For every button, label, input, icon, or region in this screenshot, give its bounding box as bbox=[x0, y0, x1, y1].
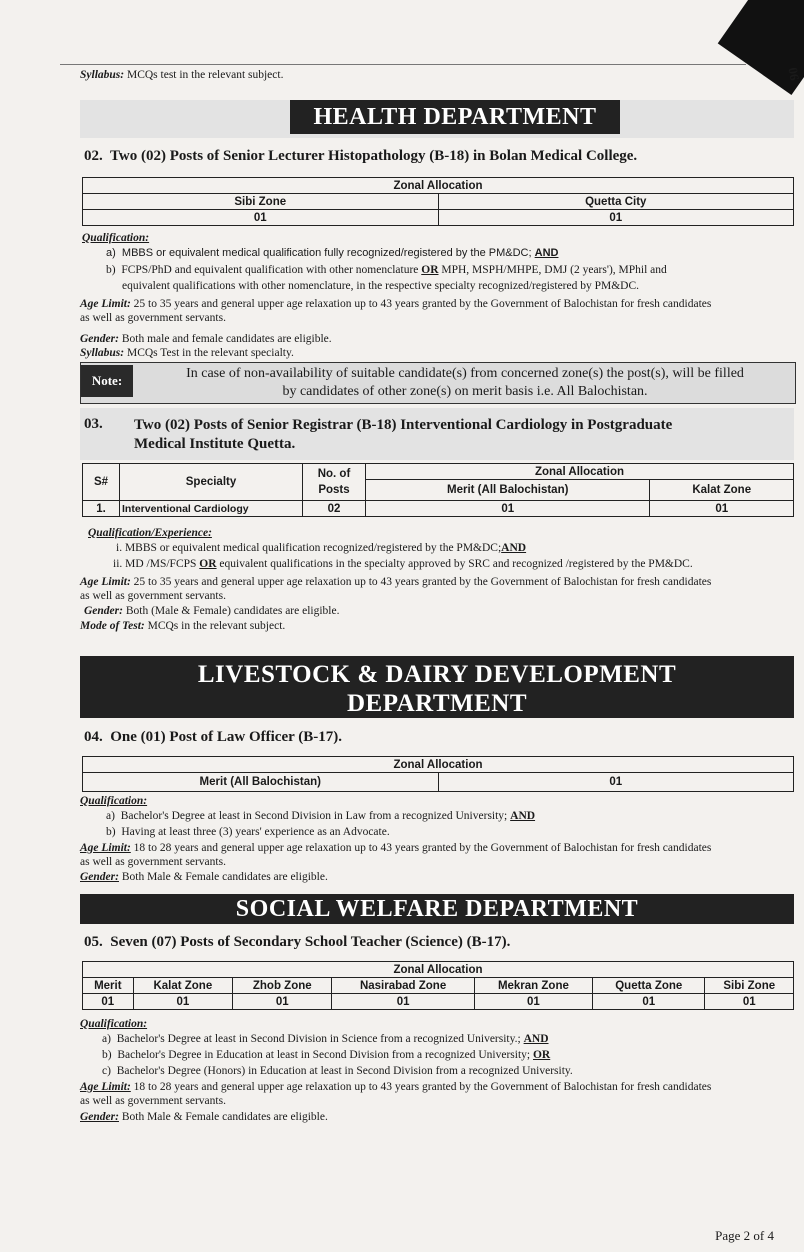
post-03-qual-ii bbox=[113, 557, 693, 571]
post-03-h-posts-1: No. of bbox=[317, 468, 351, 480]
post-02-qual-b-text-b: MPH, MSPH/MHPE, DMJ (2 years'), MPhil and bbox=[441, 264, 667, 276]
note-line-1: In case of non-availability of suitable candidate(s) from concerned zone(s) the post(s), will be filled bbox=[186, 366, 744, 381]
post-03-qual-i-text: MBBS or equivalent medical qualification recognized/registered by the PM&DC; bbox=[124, 542, 502, 554]
post-02-qualification-label: Qualification: bbox=[82, 232, 150, 244]
post-05-qualification-label: Qualification: bbox=[80, 1018, 148, 1030]
post-02-gender-text: Both male and female candidates are eligible. bbox=[121, 333, 332, 345]
post-02-col-sibi: Sibi Zone bbox=[83, 194, 439, 210]
post-05-qual-c bbox=[102, 1064, 573, 1078]
post-04-age-label: Age Limit: bbox=[80, 842, 131, 854]
post-03-qual-ii-mark: ii. bbox=[113, 558, 123, 570]
post-04-gender-label: Gender: bbox=[80, 871, 119, 883]
post-04-qual-a-mark: a) bbox=[106, 810, 115, 822]
post-03-h-posts bbox=[303, 464, 366, 501]
post-03-mode-label: Mode of Test: bbox=[80, 620, 145, 632]
post-05-gender-text: Both Male & Female candidates are eligible. bbox=[121, 1111, 328, 1123]
post-03-h-posts-2: Posts bbox=[318, 484, 350, 496]
post-03-qual-i-mark: i. bbox=[116, 542, 123, 554]
post-03-title-line-1: Two (02) Posts of Senior Registrar (B-18) Interventional Cardiology in Postgraduate bbox=[134, 417, 673, 433]
post-04-merit-label: Merit (All Balochistan) bbox=[83, 773, 439, 792]
post-05-qual-b-or: OR bbox=[532, 1049, 551, 1061]
post-05-qual-b-text: Bachelor's Degree in Education at least in Second Division from a recognized University; bbox=[117, 1049, 531, 1061]
note-text bbox=[143, 365, 787, 401]
post-02-qual-b-mark: b) bbox=[106, 264, 116, 276]
post-04-title: One (01) Post of Law Officer (B-17). bbox=[110, 729, 343, 745]
post-05-val-kalat: 01 bbox=[133, 994, 232, 1010]
post-05-age-line2: as well as government servants. bbox=[80, 1095, 226, 1107]
post-03-qual-i bbox=[116, 541, 526, 555]
corner-page-number: 06 bbox=[785, 66, 803, 82]
post-02-qual-a-and: AND bbox=[534, 247, 559, 259]
post-04-age-line2: as well as government servants. bbox=[80, 856, 226, 868]
post-03-number: 03. bbox=[84, 416, 103, 432]
post-04-heading bbox=[84, 729, 342, 746]
post-05-col-zhob: Zhob Zone bbox=[233, 978, 332, 994]
post-02-heading bbox=[84, 148, 637, 165]
post-05-heading bbox=[84, 934, 510, 951]
post-03-row-sno: 1. bbox=[83, 501, 120, 517]
post-04-table-header: Zonal Allocation bbox=[83, 757, 794, 773]
post-03-h-merit: Merit (All Balochistan) bbox=[366, 480, 650, 501]
post-04-gender-text: Both Male & Female candidates are eligible. bbox=[121, 871, 328, 883]
post-02-qual-a bbox=[106, 246, 558, 260]
post-05-qual-b bbox=[102, 1048, 550, 1062]
post-03-qual-ii-text-a: MD /MS/FCPS bbox=[125, 558, 197, 570]
post-02-val-quetta: 01 bbox=[438, 210, 794, 226]
post-03-row-specialty: Interventional Cardiology bbox=[120, 501, 303, 517]
post-03-age-line2: as well as government servants. bbox=[80, 590, 226, 602]
post-04-qual-a-text: Bachelor's Degree at least in Second Division in Law from a recognized University; bbox=[120, 810, 508, 822]
post-02-age-line2: as well as government servants. bbox=[80, 312, 226, 324]
post-03-mode-text: MCQs in the relevant subject. bbox=[147, 620, 286, 632]
note-line-2: by candidates of other zone(s) on merit basis i.e. All Balochistan. bbox=[282, 384, 648, 399]
post-04-qualification-label: Qualification: bbox=[80, 795, 148, 807]
post-03-qual-ii-text-b: equivalent qualifications in the specialty approved by SRC and recognized /registered by the PM&DC. bbox=[219, 558, 693, 570]
post-02-syllabus-label: Syllabus: bbox=[80, 347, 125, 359]
post-04-qual-b-text: Having at least three (3) years' experience as an Advocate. bbox=[121, 826, 390, 838]
post-05-col-quetta: Quetta Zone bbox=[593, 978, 705, 994]
post-03-mode bbox=[80, 619, 285, 633]
post-05-col-mekran: Mekran Zone bbox=[474, 978, 592, 994]
post-05-col-nasirabad: Nasirabad Zone bbox=[332, 978, 474, 994]
post-03-h-kalat: Kalat Zone bbox=[650, 480, 794, 501]
post-03-gender-text: Both (Male & Female) candidates are eligible. bbox=[125, 605, 340, 617]
post-05-table-header: Zonal Allocation bbox=[83, 962, 794, 978]
post-02-qual-b-text-a: FCPS/PhD and equivalent qualification with other nomenclature bbox=[121, 264, 419, 276]
post-05-val-zhob: 01 bbox=[233, 994, 332, 1010]
post-03-title bbox=[134, 416, 784, 454]
post-04-age-limit bbox=[80, 841, 796, 855]
post-03-row-posts: 02 bbox=[303, 501, 366, 517]
post-04-qual-b-mark: b) bbox=[106, 826, 116, 838]
post-03-age-label: Age Limit: bbox=[80, 576, 131, 588]
post-02-val-sibi: 01 bbox=[83, 210, 439, 226]
post-04-age-text: 18 to 28 years and general upper age relaxation up to 43 years granted by the Government of Balochistan for fresh candidates bbox=[133, 842, 712, 854]
health-department-banner: HEALTH DEPARTMENT bbox=[290, 100, 620, 134]
post-02-qual-b-line2: equivalent qualifications with other nomenclature, in the respective specialty recognized/registered by PM&DC. bbox=[122, 280, 640, 292]
post-03-h-specialty: Specialty bbox=[120, 464, 303, 501]
post-05-zonal-table bbox=[82, 961, 794, 1010]
post-05-col-merit: Merit bbox=[83, 978, 134, 994]
post-05-val-mekran: 01 bbox=[474, 994, 592, 1010]
post-03-qual-i-and: AND bbox=[501, 542, 527, 554]
post-05-qual-a-and: AND bbox=[523, 1033, 549, 1045]
post-03-age-text: 25 to 35 years and general upper age relaxation up to 43 years granted by the Government of Balochistan for fresh candidates bbox=[133, 576, 712, 588]
post-02-syllabus bbox=[80, 346, 294, 360]
post-02-syllabus-text: MCQs Test in the relevant specialty. bbox=[126, 347, 294, 359]
post-03-title-line-2: Medical Institute Quetta. bbox=[134, 436, 296, 452]
post-05-val-nasirabad: 01 bbox=[332, 994, 474, 1010]
livestock-banner-line-1: LIVESTOCK & DAIRY DEVELOPMENT bbox=[197, 661, 677, 688]
post-02-age-text: 25 to 35 years and general upper age relaxation up to 43 years granted by the Government of Balochistan for fresh candidates bbox=[133, 298, 712, 310]
post-04-qual-a bbox=[106, 809, 535, 823]
post-02-zonal-table bbox=[82, 177, 794, 226]
post-02-qual-b-or: OR bbox=[421, 264, 439, 276]
post-02-title: Two (02) Posts of Senior Lecturer Histopathology (B-18) in Bolan Medical College. bbox=[109, 148, 638, 164]
post-02-table-header: Zonal Allocation bbox=[83, 178, 794, 194]
post-05-age-limit bbox=[80, 1080, 796, 1094]
post-03-gender bbox=[84, 604, 339, 618]
post-04-zonal-table bbox=[82, 756, 794, 792]
post-05-title: Seven (07) Posts of Secondary School Teacher (Science) (B-17). bbox=[110, 934, 511, 950]
post-05-qual-a bbox=[102, 1032, 549, 1046]
post-02-number: 02. bbox=[84, 148, 103, 164]
post-05-qual-a-mark: a) bbox=[102, 1033, 111, 1045]
post-02-gender-label: Gender: bbox=[80, 333, 119, 345]
post-05-val-sibi: 01 bbox=[705, 994, 794, 1010]
post-02-qual-a-mark: a) bbox=[106, 247, 116, 259]
intro-syllabus-label: Syllabus: bbox=[80, 69, 125, 81]
post-05-qual-a-text: Bachelor's Degree at least in Second Division in Science from a recognized University.; bbox=[116, 1033, 521, 1045]
post-04-number: 04. bbox=[84, 729, 103, 745]
post-05-age-text: 18 to 28 years and general upper age relaxation up to 43 years granted by the Government of Balochistan for fresh candidates bbox=[133, 1081, 712, 1093]
post-02-gender bbox=[80, 332, 332, 346]
note-box bbox=[80, 362, 796, 404]
post-03-gender-label: Gender: bbox=[84, 605, 123, 617]
post-03-row-kalat: 01 bbox=[650, 501, 794, 517]
post-05-qual-c-mark: c) bbox=[102, 1065, 111, 1077]
note-tag: Note: bbox=[81, 365, 133, 397]
post-03-age-limit bbox=[80, 575, 796, 589]
post-03-h-zonal: Zonal Allocation bbox=[366, 464, 794, 480]
post-05-col-kalat: Kalat Zone bbox=[133, 978, 232, 994]
post-05-col-sibi: Sibi Zone bbox=[705, 978, 794, 994]
post-05-qual-b-mark: b) bbox=[102, 1049, 112, 1061]
post-02-qual-a-text: MBBS or equivalent medical qualification fully recognized/registered by the PM&DC; bbox=[121, 247, 532, 259]
post-05-qual-c-text: Bachelor's Degree (Honors) in Education at least in Second Division from a recognized University. bbox=[116, 1065, 573, 1077]
post-04-qual-b bbox=[106, 825, 390, 839]
post-02-age-limit bbox=[80, 297, 796, 311]
post-05-gender-label: Gender: bbox=[80, 1111, 119, 1123]
post-02-col-quetta: Quetta City bbox=[438, 194, 794, 210]
post-05-val-merit: 01 bbox=[83, 994, 134, 1010]
post-04-merit-value: 01 bbox=[438, 773, 794, 792]
post-03-qualification-label: Qualification/Experience: bbox=[88, 527, 212, 539]
post-05-val-quetta: 01 bbox=[593, 994, 705, 1010]
post-05-age-label: Age Limit: bbox=[80, 1081, 131, 1093]
intro-syllabus bbox=[80, 68, 283, 83]
post-04-gender bbox=[80, 870, 328, 884]
page-footer: Page 2 of 4 bbox=[715, 1228, 774, 1243]
livestock-department-banner bbox=[80, 656, 794, 718]
post-02-qual-b bbox=[106, 263, 796, 277]
top-rule bbox=[60, 64, 746, 65]
intro-syllabus-text: MCQs test in the relevant subject. bbox=[126, 69, 284, 81]
post-02-age-label: Age Limit: bbox=[80, 298, 131, 310]
post-03-h-sno: S# bbox=[83, 464, 120, 501]
post-04-qual-a-and: AND bbox=[510, 810, 536, 822]
post-03-qual-ii-or: OR bbox=[199, 558, 217, 570]
livestock-banner-line-2: DEPARTMENT bbox=[346, 690, 528, 717]
social-welfare-banner: SOCIAL WELFARE DEPARTMENT bbox=[80, 894, 794, 924]
post-05-number: 05. bbox=[84, 934, 103, 950]
post-05-gender bbox=[80, 1110, 328, 1124]
post-03-row-merit: 01 bbox=[366, 501, 650, 517]
post-03-table bbox=[82, 463, 794, 517]
